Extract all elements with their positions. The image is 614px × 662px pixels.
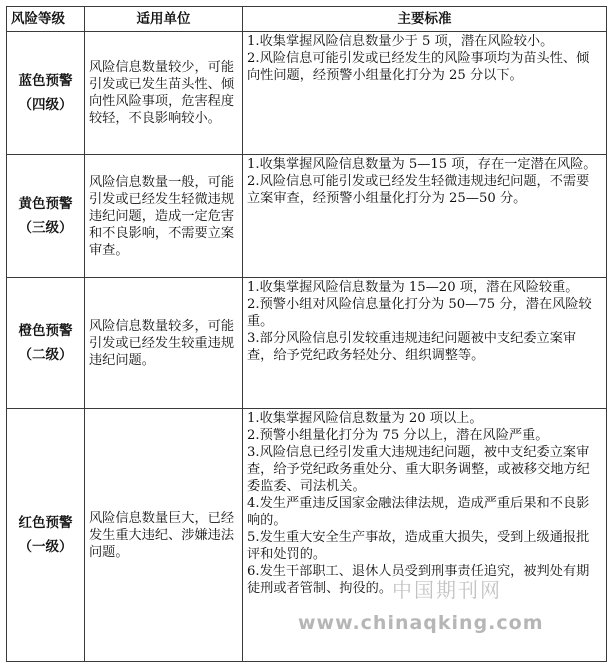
standard-item: 2.风险信息可能引发或已经发生轻微违规违纪问题，不需要立案审查，经预警小组量化打分为 25—50 分。 [247, 174, 590, 206]
header-standard: 主要标准 [243, 7, 607, 32]
standard-item: 6.发生干部职工、退休人员受到刑事责任追究，被判处有期徒刑或者管制、拘役的。 [247, 564, 590, 596]
standard-item: 5.发生重大安全生产事故，造成重大损失，受到上级通报批评和处罚的。 [247, 530, 590, 562]
standard-cell [243, 278, 607, 409]
level-name: 橙色预警 [18, 323, 73, 339]
standard-item: 2.预警小组量化打分为 75 分以上，潜在风险严重。 [247, 428, 549, 443]
table-row-blue [7, 32, 607, 155]
level-cell [7, 278, 85, 409]
scope-cell: 风险信息数量较多，可能引发或已经发生较重违规违纪问题。 [85, 278, 243, 409]
level-name: 蓝色预警 [18, 73, 73, 89]
level-name: 黄色预警 [18, 196, 73, 212]
risk-level-table [6, 6, 607, 662]
standard-item: 1.收集掌握风险信息数量少于 5 项，潜在风险较小。 [247, 34, 554, 49]
level-cell [7, 409, 85, 662]
watermark-url: www.chinaqking.com [298, 612, 544, 634]
level-cell [7, 32, 85, 155]
standard-cell [243, 155, 607, 278]
level-grade: （二级） [18, 347, 73, 363]
table-row-yellow [7, 155, 607, 278]
level-cell [7, 155, 85, 278]
header-scope: 适用单位 [85, 7, 243, 32]
scope-cell: 风险信息数量较少，可能引发或已发生苗头性、倾向性风险事项，危害程度较轻，不良影响较小。 [85, 32, 243, 155]
standard-item: 1.收集掌握风险信息数量为 20 项以上。 [247, 411, 483, 426]
standard-item: 2.风险信息可能引发或已经发生的风险事项均为苗头性、倾向性问题，经预警小组量化打分为 25 分以下。 [247, 51, 590, 83]
level-grade: （一级） [18, 539, 73, 555]
standard-cell [243, 32, 607, 155]
scope-cell: 风险信息数量巨大，已经发生重大违纪、涉嫌违法问题。 [85, 409, 243, 662]
standard-item: 2.预警小组对风险信息量化打分为 50—75 分，潜在风险较重。 [247, 297, 592, 329]
table-row-orange [7, 278, 607, 409]
scope-cell: 风险信息数量一般，可能引发或已经发生轻微违规违纪问题，造成一定危害和不良影响，不需要立案审查。 [85, 155, 243, 278]
level-name: 红色预警 [18, 515, 73, 531]
standard-item: 3.风险信息已经引发重大违规违纪问题，被中支纪委立案审查，给予党纪政务重处分、重大职务调整，或被移交地方纪委监委、司法机关。 [247, 445, 590, 494]
standard-item: 3.部分风险信息引发较重违规违纪问题被中支纪委立案审查，给予党纪政务轻处分、组织调整等。 [247, 331, 577, 363]
table-header-row [7, 7, 607, 32]
header-risk-level: 风险等级 [7, 7, 85, 32]
standard-item: 1.收集掌握风险信息数量为 5—15 项，存在一定潜在风险。 [247, 157, 597, 172]
watermark-text: 中国期刊网 [392, 578, 502, 602]
standard-item: 4.发生严重违反国家金融法律法规，造成严重后果和不良影响的。 [247, 496, 590, 528]
level-grade: （三级） [18, 220, 73, 236]
level-grade: （四级） [18, 97, 73, 113]
standard-item: 1.收集掌握风险信息数量为 15—20 项，潜在风险较重。 [247, 280, 579, 295]
